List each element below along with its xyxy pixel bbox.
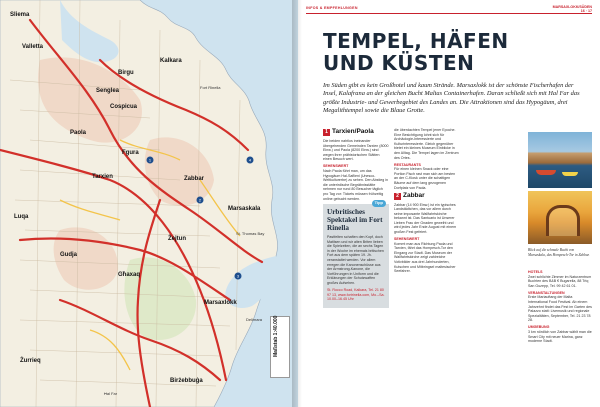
section-heading-tarxien — [323, 129, 389, 136]
gate-arch-shape — [546, 205, 580, 236]
title-line-2: UND KÜSTEN — [323, 51, 475, 75]
body-text: 3 km nördlich von Zabbar wählt man die Smart City mit neuer Marina, ganz moderne Stadt. — [528, 329, 592, 344]
map-label-birgu: Birgu — [118, 70, 134, 76]
body-text: Für einen kleinen Snack oder eine Portion Fisch rast man sich am besten an der C-Kiosk unter die schattigen Bäume auf dem lang gezogenen Dorfplatz von Paola. — [394, 167, 456, 190]
tip-badge: Tipp — [372, 200, 386, 207]
map-page — [0, 0, 298, 407]
article-page — [302, 0, 600, 407]
map-label-cospicua: Cospicua — [110, 104, 138, 110]
map-label-st-thomas-bay: St. Thomas Bay — [236, 231, 265, 236]
column-4 — [528, 268, 592, 346]
svg-text:1: 1 — [148, 157, 152, 163]
boat-shape — [536, 170, 556, 175]
section-title: Zabbar — [403, 191, 425, 199]
map-label-birzebbuga: Birżebbuġa — [170, 378, 203, 384]
map-label-paola: Paola — [70, 130, 87, 136]
map-scale-label: Maßstab 1:40.000 — [273, 315, 279, 357]
map-label-hal-far: Ħal Far — [104, 391, 118, 396]
section-number: 1 — [323, 129, 330, 136]
tip-address: St. Rocco Road, Kalkara, Tel. 21 80 97 13, www.fortrinella.com, Mo.–Sa. 10.00–16.45 Uhr — [327, 288, 385, 302]
gate-photo — [528, 191, 592, 244]
subheading: UMGEBUNG — [528, 325, 550, 330]
map-label-marsaskala: Marsaskala — [228, 206, 261, 212]
section-title: Tarxien/Paola — [332, 128, 374, 136]
body-text: Kommt man aus Richtung Paola und Tarxien, fährt das Hompesch-Tor den Eingang zur Stadt. Das Museum der Wallfahrtskirche zeigt zahlreiche Votivbilder aus drei Jahrhunderten, Kutschen und Mitbringsel maltesischer Seefahrer. — [394, 241, 456, 274]
harbour-photo — [528, 132, 592, 188]
boat-shape — [562, 172, 578, 176]
lead-paragraph: Im Süden gibt es kein Großhotel und kaum Strände. Marsaxlokk ist der schönste Fischerhafen der Insel, Kalafrana an der gleichen Bucht Maltas Containerhafen. Daran schließt sich mit Hal Far das größte Industrie- und Gewerbegebiet des Landes an. Die Attraktionen sind das Hypogäum, drei Megalithtempel sowie die Blaue Grotte. — [323, 82, 580, 115]
island-map — [0, 0, 298, 407]
header-rule — [306, 13, 592, 14]
subheading: RESTAURANTS — [394, 162, 421, 167]
photo-caption: Blick auf die schmale Bucht von Marsaskala, das Hompesch-Tor in Zabbar. — [528, 248, 590, 257]
subheading: SEHENSWERT — [394, 237, 420, 242]
title-line-1: TEMPEL, HÄFEN — [323, 29, 509, 53]
map-label-sliema: Sliema — [10, 12, 30, 18]
tip-box — [323, 200, 389, 308]
map-label-gudja: Gudja — [60, 252, 78, 258]
section-number: 2 — [394, 193, 401, 200]
map-label-kalkara: Kalkara — [160, 58, 182, 64]
svg-text:3: 3 — [236, 273, 240, 279]
section-heading-zabbar — [394, 193, 460, 200]
page-numbers: 16 · 17 — [580, 9, 592, 14]
column-3 — [462, 128, 524, 130]
region-name: MARSAXLOKK/SÜDEN — [552, 5, 592, 9]
body-text: Zwei schlichte Zimmer im Naturzentrum Buchten des B&B € Bugarella, 88 Triq San Guzepp, Tel. 99 42 61 01. — [528, 274, 592, 288]
body-text: Nach Paola führt man, um das Hypogäum Hal-Saflieni (Unesco-Weltkulturerbe) zu sehen. Den Abstieg in die unterirdische Begräbnisstätte nehmen nur rund 80 Besucher täglich pro Tag vor: Tickets müssen frühzeitig online gebucht werden. — [323, 168, 389, 201]
map-scale-box — [270, 316, 290, 378]
subheading: SEHENSWERT — [323, 164, 349, 169]
subheading: HOTELS — [528, 270, 543, 274]
map-label-tarxien: Tarxien — [92, 174, 113, 180]
map-label-luqa: Luqa — [14, 214, 29, 220]
svg-text:2: 2 — [198, 197, 202, 203]
subheading: VERANSTALTUNGEN — [528, 290, 565, 295]
body-text: Zabbar (14 900 Einw.) ist ein typisches Landstädtchen, das vor allem durch seine imposante Wallfahrtskirche bekannt ist. Das Santuario ist Unserer Lieben Frau der Gnaden geweiht und wird jedes Jahr Ende August mit einem großen Fest gefeiert. — [394, 202, 457, 235]
map-label-fgura: Fgura — [122, 150, 139, 156]
column-1 — [323, 128, 389, 308]
map-label-zurrieq: Żurrieq — [20, 358, 41, 364]
map-label-delimara: Delimara — [246, 317, 263, 322]
tip-text: Pastfelten schaften den Kopf, doch Matilsen und wir alten Briten lieben die Spielzeiten, die an sechs Tagen in der Woche im ehemals britischen Fort aus dem späten 19. Jh. veranstaltet werden. Vor allem erregen die Kanonenschüsse aus der Armstrong-Kanone, die Vorführungen in Uniform und die Erklärungen der Schutzwaffen großes Aufsehen. — [327, 235, 384, 286]
map-label-fort-rinella: Fort Rinella — [200, 85, 221, 90]
map-label-marsaxlokk: Marsaxlokk — [204, 300, 237, 306]
body-text: Die beiden nahtlos ineinander übergehenden Gemeinden Tarxien (8000 Einw.) und Paola (8200 Einw.) sind wegen ihrer prähistorischen Stätten einen Besuch wert. — [323, 139, 389, 162]
map-label-zabbar: Zabbar — [184, 176, 205, 182]
page-gutter — [292, 0, 302, 407]
body-text: die überdachten Tempel jener Epoche. Eine Besichtigung lohnt sich für Archäologie-Interessierte und Kulturinteressierte. Gleich gegenüber bietet ein kleines Museum Einblicke in den Alltag. Die Tempel lagen im Zentrum des Ortes. — [394, 128, 459, 160]
body-text: Erste Mariauftang der Malta International Food Festival. Ab einem Jahrzehnt findet das Fest im Garten des Palazzo statt: Livemusik und regionale Spezialitäten, September, Tel. 21 23 78 28. — [528, 295, 592, 323]
column-2 — [394, 128, 460, 276]
svg-text:4: 4 — [248, 157, 252, 163]
tip-title: Urbritisches Spektakel im Fort Rinella — [327, 208, 383, 233]
map-label-senglea: Senglea — [96, 88, 120, 94]
map-label-valletta: Valletta — [22, 44, 44, 50]
map-label-ghaxaq: Għaxaq — [118, 272, 141, 278]
section-header: INFOS & EMPFEHLUNGEN — [306, 6, 358, 10]
page-title — [323, 30, 509, 74]
map-label-zejtun: Żejtun — [168, 236, 186, 242]
